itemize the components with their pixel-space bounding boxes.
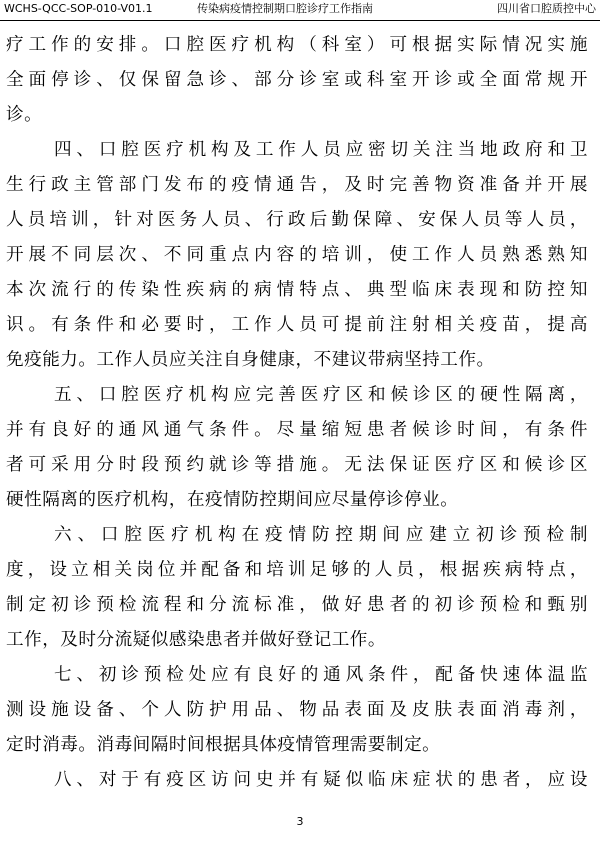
- paragraph-six-first-line: 六、口腔医疗机构在疫情防控期间应建立初诊预检制: [54, 525, 588, 545]
- paragraph-four-first-line: 四、口腔医疗机构及工作人员应密切关注当地政府和卫: [54, 140, 588, 160]
- text-line: 测设施设备、个人防护用品、物品表面及皮肤表面消毒剂，: [6, 700, 588, 720]
- text-line: 开展不同层次、不同重点内容的培训，使工作人员熟悉熟知: [6, 245, 588, 265]
- text-line: 生行政主管部门发布的疫情通告，及时完善物资准备并开展: [6, 175, 588, 195]
- text-line: 识。有条件和必要时，工作人员可提前注射相关疫苗，提高: [6, 315, 588, 335]
- page-header: [0, 0, 600, 21]
- document-title: 传染病疫情控制期口腔诊疗工作指南: [197, 2, 373, 15]
- text-line: 全面停诊、仅保留急诊、部分诊室或科室开诊或全面常规开: [6, 70, 588, 90]
- organization-name: 四川省口腔质控中心: [497, 2, 596, 15]
- text-line: 人员培训，针对医务人员、行政后勤保障、安保人员等人员，: [6, 210, 588, 230]
- text-line: 本次流行的传染性疾病的病情特点、典型临床表现和防控知: [6, 280, 588, 300]
- text-line: 免疫能力。工作人员应关注自身健康，不建议带病坚持工作。: [6, 350, 495, 370]
- document-body: [6, 28, 588, 798]
- text-line: 并有良好的通风通气条件。尽量缩短患者候诊时间，有条件: [6, 420, 588, 440]
- page-footer: [0, 815, 600, 828]
- page-number: 3: [296, 815, 304, 828]
- text-line: 者可采用分时段预约就诊等措施。无法保证医疗区和候诊区: [6, 455, 588, 475]
- text-line: 硬性隔离的医疗机构，在疫情防控期间应尽量停诊停业。: [6, 490, 459, 510]
- paragraph-eight-first-line: 八、对于有疫区访问史并有疑似临床症状的患者，应设: [54, 770, 588, 790]
- text-line: 疗工作的安排。口腔医疗机构（科室）可根据实际情况实施: [6, 35, 588, 55]
- text-line: 定时消毒。消毒间隔时间根据具体疫情管理需要制定。: [6, 735, 441, 755]
- text-line: 工作，及时分流疑似感染患者并做好登记工作。: [6, 630, 386, 650]
- text-line: 度，设立相关岗位并配备和培训足够的人员，根据疾病特点，: [6, 560, 588, 580]
- text-line: 制定初诊预检流程和分流标准，做好患者的初诊预检和甄别: [6, 595, 588, 615]
- document-code: WCHS-QCC-SOP-010-V01.1: [4, 2, 153, 15]
- text-line: 诊。: [6, 105, 43, 125]
- paragraph-five-first-line: 五、口腔医疗机构应完善医疗区和候诊区的硬性隔离，: [54, 385, 588, 405]
- paragraph-seven-first-line: 七、初诊预检处应有良好的通风条件，配备快速体温监: [54, 665, 588, 685]
